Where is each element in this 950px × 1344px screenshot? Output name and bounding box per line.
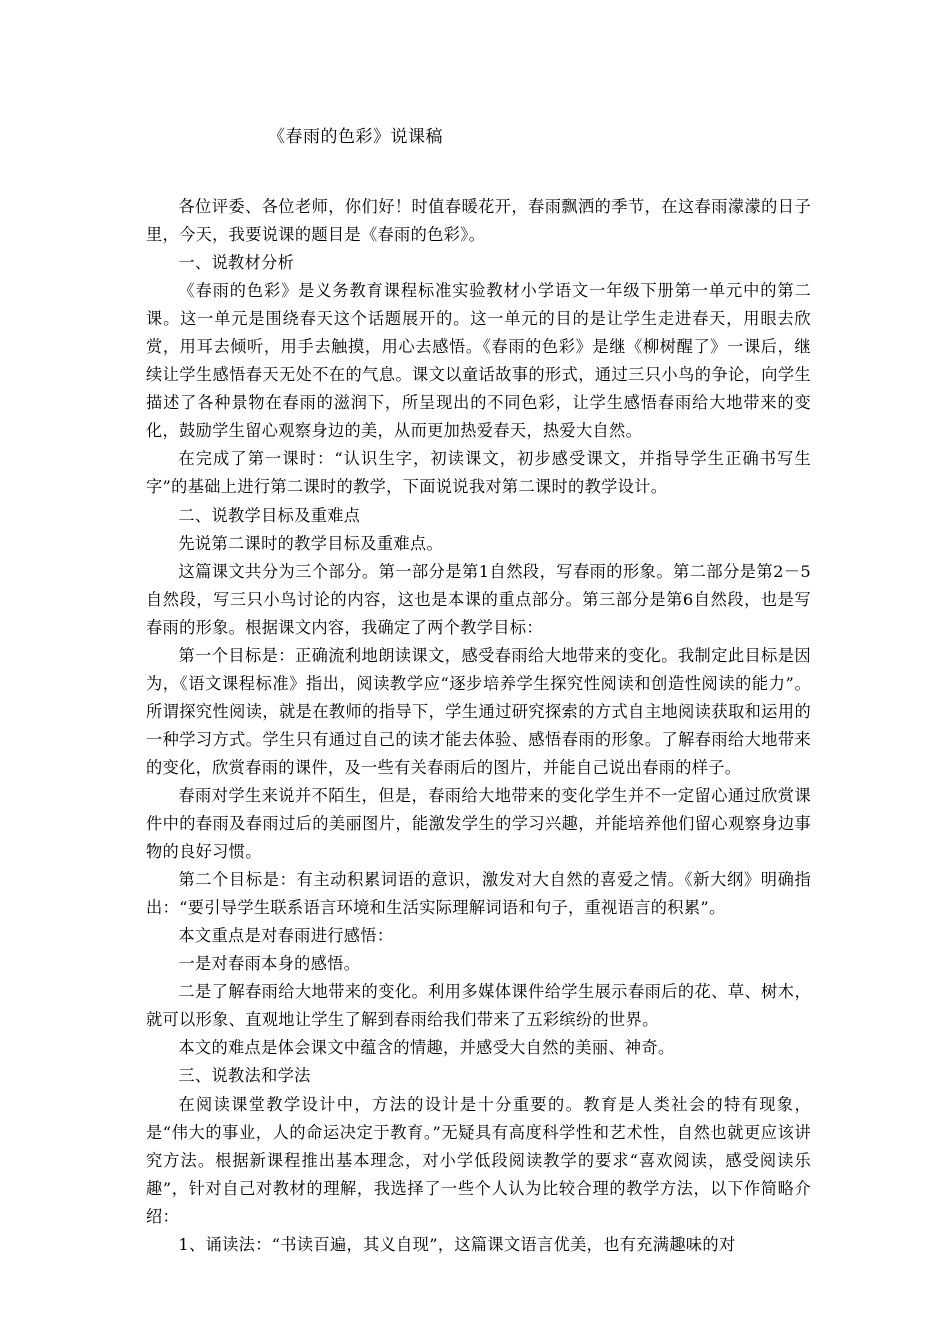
paragraph-text-structure: 这篇课文共分为三个部分。第一部分是第1自然段，写春雨的形象。第二部分是第2－5自然段，写三只小鸟讨论的内容，这也是本课的重点部分。第三部分是第6自然段，也是写春雨的形象。根据课文内容，我确定了两个教学目标： (146, 561, 811, 637)
paragraph-difficulty: 本文的难点是体会课文中蕴含的情趣，并感受大自然的美丽、神奇。 (178, 1038, 675, 1058)
paragraph-key-point-one: 一是对春雨本身的感悟。 (178, 954, 361, 974)
section-heading-1: 一、说教材分析 (178, 253, 295, 273)
paragraph-textbook-analysis: 《春雨的色彩》是义务教育课程标准实验教材小学语文一年级下册第一单元中的第二课。这一单元是围绕春天这个话题展开的。这一单元的目的是让学生走进春天，用眼去欣赏，用耳去倾听，用手去触摸，用心去感悟。《春雨的色彩》是继《柳树醒了》一课后，继续让学生感悟春天无处不在的气息。课文以童话故事的形式，通过三只小鸟的争论，向学生描述了各种景物在春雨的滋润下，所呈现出的不同色彩，让学生感悟春雨给大地带来的变化，鼓励学生留心观察身边的美，从而更加热爱春天，热爱大自然。 (146, 281, 811, 441)
section-heading-2: 二、说教学目标及重难点 (178, 505, 361, 525)
document-body (146, 193, 811, 1259)
paragraph-goal-one: 第一个目标是：正确流利地朗读课文，感受春雨给大地带来的变化。我制定此目标是因为，《语文课程标准》指出，阅读教学应“逐步培养学生探究性阅读和创造性阅读的能力”。所谓探究性阅读，就是在教师的指导下，学生通过研究探索的方式自主地阅读获取和运用的一种学习方式。学生只有通过自己的读才能去体验、感悟春雨的形象。了解春雨给大地带来的变化，欣赏春雨的课件，及一些有关春雨后的图片，并能自己说出春雨的样子。 (146, 645, 811, 777)
paragraph-key-point-two: 二是了解春雨给大地带来的变化。利用多媒体课件给学生展示春雨后的花、草、树木，就可以形象、直观地让学生了解到春雨给我们带来了五彩缤纷的世界。 (146, 982, 811, 1030)
paragraph-goal-two: 第二个目标是：有主动积累词语的意识，激发对大自然的喜爱之情。《新大纲》明确指出：“要引导学生联系语言环境和生活实际理解词语和句子，重视语言的积累”。 (146, 870, 811, 918)
paragraph-first-lesson: 在完成了第一课时：“认识生字，初读课文，初步感受课文，并指导学生正确书写生字”的基础上进行第二课时的教学，下面说说我对第二课时的教学设计。 (146, 449, 811, 497)
paragraph-goals-intro: 先说第二课时的教学目标及重难点。 (178, 533, 443, 553)
document-title: 《春雨的色彩》说课稿 (268, 127, 443, 147)
paragraph-methods: 在阅读课堂教学设计中，方法的设计是十分重要的。教育是人类社会的特有现象，是“伟大的事业，人的命运决定于教育。”无疑具有高度科学性和艺术性，自然也就更应该讲究方法。根据新课程推出基本理念，对小学低段阅读教学的要求“喜欢阅读，感受阅读乐趣”，针对自己对教材的理解，我选择了一些个人认为比较合理的教学方法，以下作简略介绍： (146, 1094, 811, 1226)
paragraph-key-point: 本文重点是对春雨进行感悟： (178, 926, 394, 946)
section-heading-3: 三、说教法和学法 (178, 1066, 311, 1086)
paragraph-greeting: 各位评委、各位老师，你们好！时值春暖花开，春雨飘洒的季节，在这春雨濛濛的日子里，今天，我要说课的题目是《春雨的色彩》。 (146, 197, 811, 245)
paragraph-reading-method: 1、诵读法：“书读百遍，其义自现”，这篇课文语言优美，也有充满趣味的对 (178, 1234, 736, 1254)
paragraph-spring-rain: 春雨对学生来说并不陌生，但是，春雨给大地带来的变化学生并不一定留心通过欣赏课件中的春雨及春雨过后的美丽图片，能激发学生的学习兴趣，并能培养他们留心观察身边事物的良好习惯。 (146, 785, 811, 862)
